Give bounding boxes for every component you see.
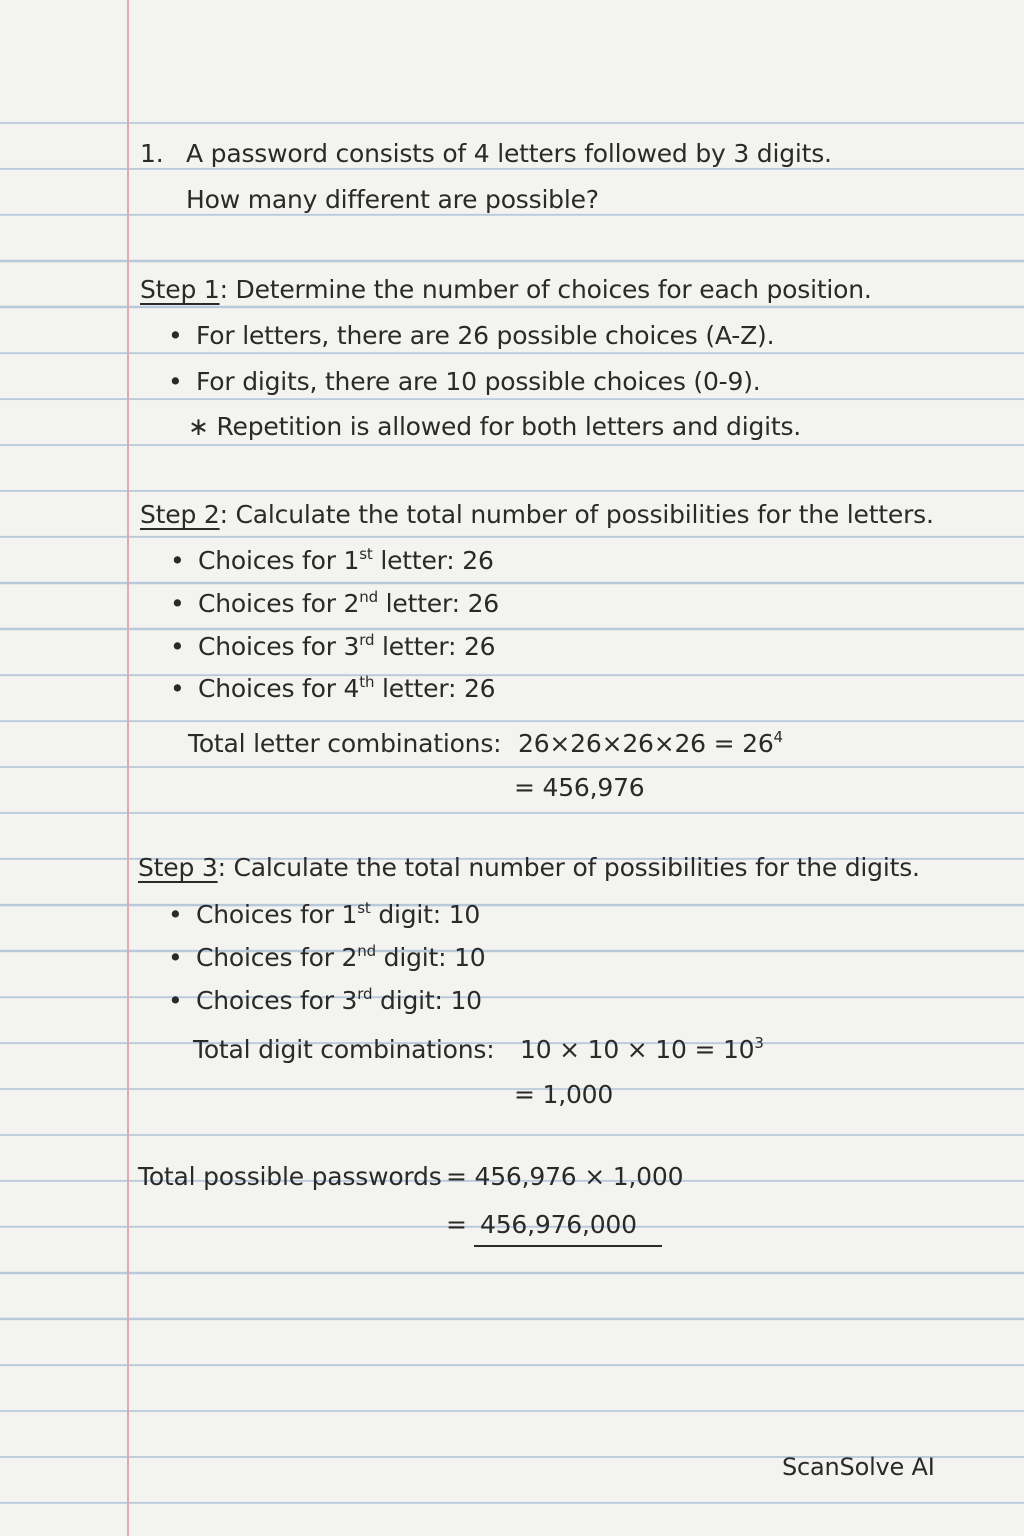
paper-header-area	[0, 0, 1024, 122]
choice-prefix: Choices for 2	[198, 589, 360, 618]
choice-prefix: Choices for 1	[198, 546, 360, 575]
ordinal-suffix: st	[359, 545, 373, 563]
step3-label: Step 3	[138, 853, 218, 882]
bullet-dot: •	[170, 632, 185, 661]
step2-total-label: Total letter combinations:	[188, 729, 502, 758]
bullet-dot: •	[168, 986, 183, 1015]
choice-prefix: Choices for 3	[196, 986, 358, 1015]
step1-heading-text: : Determine the number of choices for each position.	[219, 275, 872, 304]
step2-label: Step 2	[140, 500, 220, 529]
step1-bullet-1	[168, 321, 774, 351]
step2-heading	[140, 500, 934, 530]
step3-total-expression	[520, 1035, 764, 1065]
choice-suffix: letter: 26	[374, 674, 496, 703]
step2-heading-text: : Calculate the total number of possibilities for the letters.	[219, 500, 934, 529]
step2-total-expression	[518, 729, 783, 759]
step2-choice-3	[170, 632, 495, 662]
choice-prefix: Choices for 4	[198, 674, 360, 703]
choice-suffix: letter: 26	[372, 546, 494, 575]
step1-label: Step 1	[140, 275, 220, 304]
ordinal-suffix: nd	[357, 942, 376, 960]
step1-note: ∗ Repetition is allowed for both letters and digits.	[188, 412, 802, 441]
bullet-dot: •	[168, 321, 183, 350]
step1-bullet-2-text: For digits, there are 10 possible choices (0-9).	[196, 367, 761, 396]
bullet-dot: •	[170, 546, 185, 575]
step1-heading	[140, 275, 872, 305]
answer-underline	[474, 1245, 662, 1247]
bullet-dot: •	[170, 589, 185, 618]
choice-suffix: digit: 10	[375, 943, 486, 972]
choice-suffix: digit: 10	[372, 986, 482, 1015]
choice-prefix: Choices for 1	[196, 900, 358, 929]
step3-heading-text: : Calculate the total number of possibilities for the digits.	[217, 853, 920, 882]
bullet-dot: •	[170, 674, 185, 703]
ordinal-suffix: th	[359, 673, 375, 691]
choice-suffix: letter: 26	[377, 589, 500, 618]
exponent: 4	[773, 728, 783, 746]
choice-prefix: Choices for 3	[198, 632, 360, 661]
step3-heading	[138, 853, 920, 883]
step2-choice-1	[170, 546, 494, 576]
step2-choice-4	[170, 674, 495, 704]
final-expression: = 456,976 × 1,000	[446, 1162, 684, 1191]
choice-prefix: Choices for 2	[196, 943, 358, 972]
problem-number: 1.	[140, 139, 164, 168]
step2-total-result: = 456,976	[514, 773, 645, 802]
problem-line-2: How many different are possible?	[186, 185, 599, 214]
margin-line	[127, 0, 129, 1536]
final-answer: 456,976,000	[480, 1210, 637, 1239]
ordinal-suffix: st	[357, 899, 371, 917]
final-equals: =	[446, 1210, 467, 1239]
choice-suffix: letter: 26	[374, 632, 496, 661]
brand-label: ScanSolve AI	[782, 1453, 935, 1481]
ordinal-suffix: rd	[359, 631, 375, 649]
bullet-dot: •	[168, 943, 183, 972]
bullet-dot: •	[168, 367, 183, 396]
step3-total-label: Total digit combinations:	[193, 1035, 495, 1064]
step3-total-result: = 1,000	[514, 1080, 614, 1109]
final-label: Total possible passwords	[138, 1162, 442, 1191]
ordinal-suffix: nd	[359, 588, 378, 606]
step3-choice-2	[168, 943, 485, 973]
step1-bullet-2	[168, 367, 761, 397]
problem-line-1: A password consists of 4 letters followed by 3 digits.	[186, 139, 832, 168]
expression-text: 26×26×26×26 = 26	[518, 729, 774, 758]
step3-choice-1	[168, 900, 480, 930]
ordinal-suffix: rd	[357, 985, 373, 1003]
step2-choice-2	[170, 589, 499, 619]
step1-bullet-1-text: For letters, there are 26 possible choices (A-Z).	[196, 321, 775, 350]
expression-text: 10 × 10 × 10 = 10	[520, 1035, 755, 1064]
exponent: 3	[754, 1034, 764, 1052]
choice-suffix: digit: 10	[370, 900, 481, 929]
step3-choice-3	[168, 986, 482, 1016]
bullet-dot: •	[168, 900, 183, 929]
